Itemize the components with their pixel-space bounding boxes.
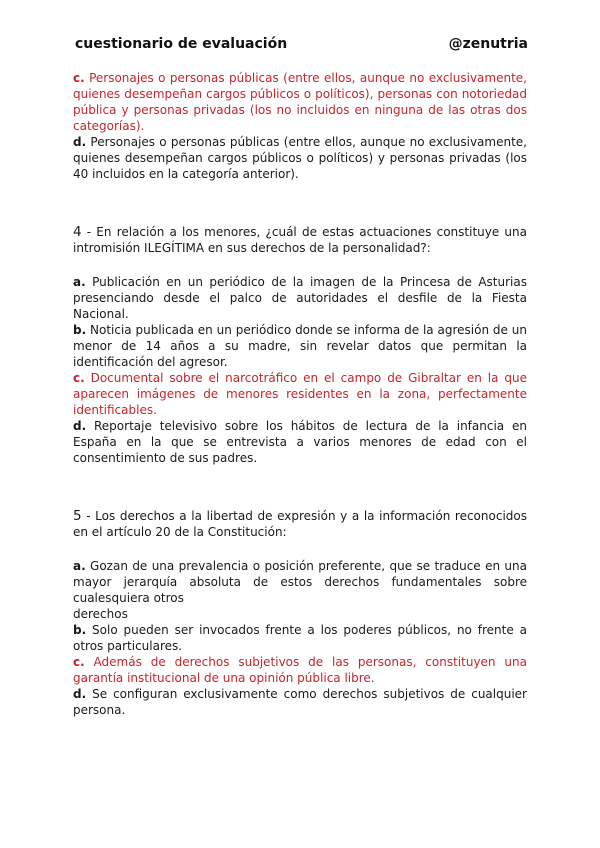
q5-option-d: d. Se configuran exclusivamente como derechos subjetivos de cualquier persona. <box>73 687 527 717</box>
q4-option-d: d. Reportaje televisivo sobre los hábitos de lectura de la infancia en España en la que se entrevista a varios menores de edad con el consentimiento de sus padres. <box>73 419 527 465</box>
question-4: 4 - En relación a los menores, ¿cuál de estas actuaciones constituye una intromisión ILEGÍTIMA en sus derechos de la personalidad?: <box>73 224 527 255</box>
question-5: 5 - Los derechos a la libertad de expresión y a la información reconocidos en el artículo 20 de la Constitución: <box>73 508 527 539</box>
q3-option-c: c. Personajes o personas públicas (entre ellos, aunque no exclusivamente, quienes desempeñan cargos públicos o políticos), personas con notoriedad pública y personas privadas (los no incluidos en ninguna de las otras dos categorías). <box>73 71 527 133</box>
q4-option-b: b. Noticia publicada en un periódico donde se informa de la agresión de un menor de 14 años a su madre, sin revelar datos que permitan la identificación del agresor. <box>73 323 527 369</box>
q5-option-c: c. Además de derechos subjetivos de las personas, constituyen una garantía institucional de una opinión pública libre. <box>73 655 527 685</box>
document-title: cuestionario de evaluación <box>75 36 288 52</box>
page-header <box>75 36 528 52</box>
quiz-content <box>73 70 527 718</box>
q5-option-a: a. Gozan de una prevalencia o posición preferente, que se traduce en una mayor jerarquía absoluta de estos derechos fundamentales sobre cualesquiera otros derechos <box>73 559 527 621</box>
q4-option-a: a. Publicación en un periódico de la imagen de la Princesa de Asturias presenciando desde el palco de autoridades el desfile de la Fiesta Nacional. <box>73 275 527 321</box>
author-handle: @zenutria <box>448 36 528 52</box>
q4-option-c: c. Documental sobre el narcotráfico en el campo de Gibraltar en la que aparecen imágenes de menores residentes en la zona, perfectamente identificables. <box>73 371 527 417</box>
q3-option-d: d. Personajes o personas públicas (entre ellos, aunque no exclusivamente, quienes desempeñan cargos públicos o políticos) y personas privadas (los 40 incluidos en la categoría anterior). <box>73 135 527 181</box>
q5-option-b: b. Solo pueden ser invocados frente a los poderes públicos, no frente a otros particulares. <box>73 623 527 653</box>
